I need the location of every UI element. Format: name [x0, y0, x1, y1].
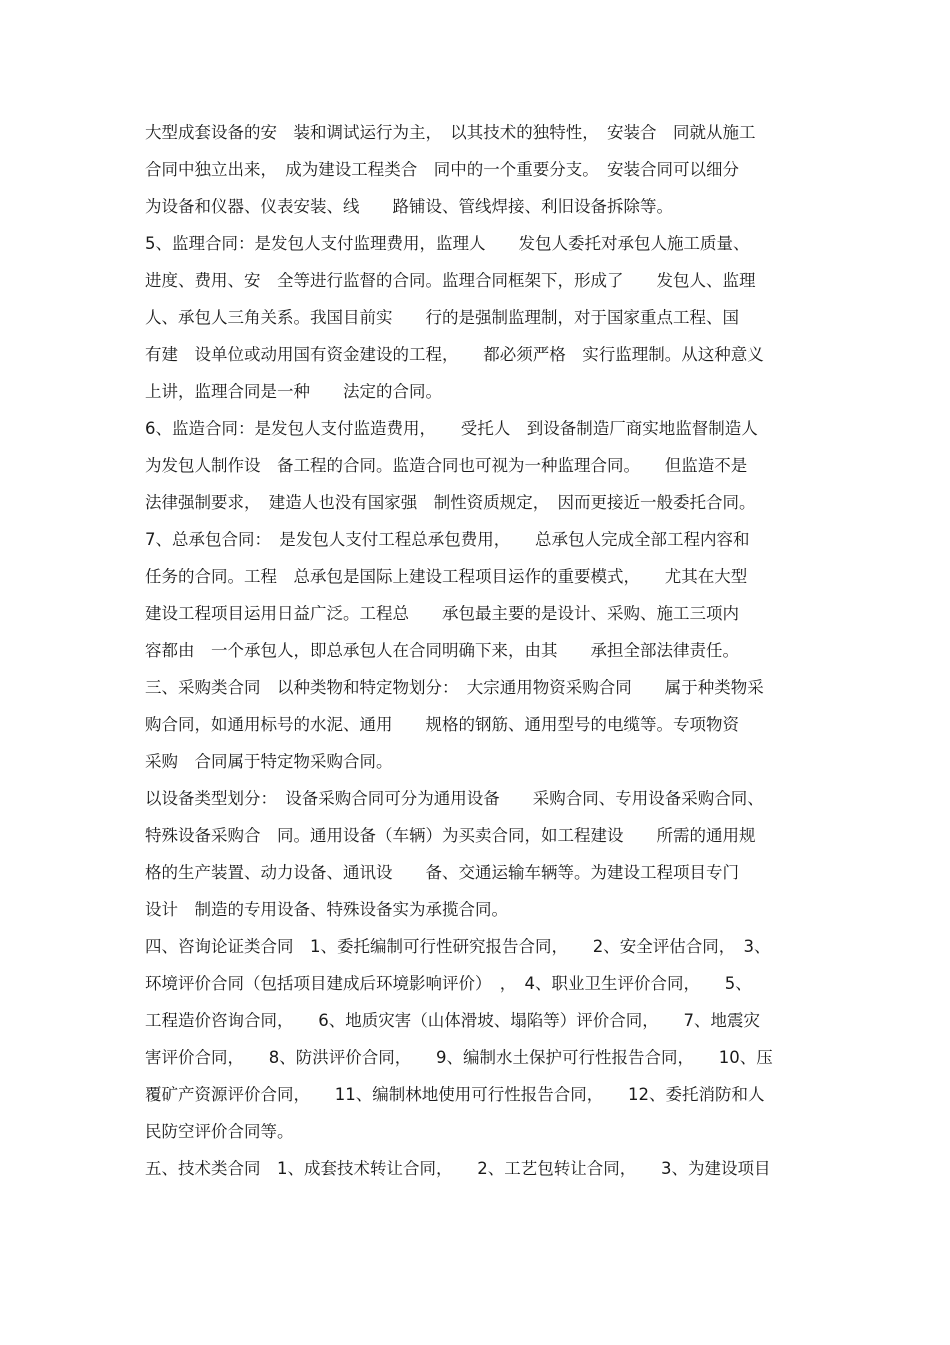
text-line: 法律强制要求， 建造人也没有国家强 制性资质规定， 因而更接近一般委托合同。	[145, 493, 756, 512]
text-line: 容都由 一个承包人，即总承包人在合同明确下来，由其 承担全部法律责任。	[145, 641, 739, 660]
text-line: 购合同，如通用标号的水泥、通用 规格的钢筋、通用型号的电缆等。专项物资	[145, 715, 739, 734]
text-line: 害评价合同， 8、防洪评价合同， 9、编制水土保护可行性报告合同， 10、压	[145, 1048, 773, 1067]
text-line: 民防空评价合同等。	[145, 1122, 294, 1141]
text-line: 工程造价咨询合同， 6、地质灾害（山体滑坡、塌陷等）评价合同， 7、地震灾	[145, 1011, 760, 1030]
text-line: 人、承包人三角关系。我国目前实 行的是强制监理制，对于国家重点工程、国	[145, 308, 739, 327]
text-line: 环境评价合同（包括项目建成后环境影响评价） ， 4、职业卫生评价合同， 5、	[145, 974, 752, 993]
text-line: 5、监理合同：是发包人支付监理费用，监理人 发包人委托对承包人施工质量、	[145, 234, 750, 253]
text-line: 四、咨询论证类合同 1、委托编制可行性研究报告合同， 2、安全评估合同， 3、	[145, 937, 771, 956]
text-line: 采购 合同属于特定物采购合同。	[145, 752, 393, 771]
text-line: 三、采购类合同 以种类物和特定物划分： 大宗通用物资采购合同 属于种类物采	[145, 678, 764, 697]
text-line: 合同中独立出来， 成为建设工程类合 同中的一个重要分支。 安装合同可以细分	[145, 160, 739, 179]
text-line: 以设备类型划分： 设备采购合同可分为通用设备 采购合同、专用设备采购合同、	[145, 789, 764, 808]
text-line: 任务的合同。工程 总承包是国际上建设工程项目运作的重要模式， 尤其在大型	[145, 567, 748, 586]
text-line: 为设备和仪器、仪表安装、线 路铺设、管线焊接、利旧设备拆除等。	[145, 197, 673, 216]
text-line: 大型成套设备的安 装和调试运行为主， 以其技术的独特性， 安装合 同就从施工	[145, 123, 756, 142]
text-line: 上讲，监理合同是一种 法定的合同。	[145, 382, 442, 401]
text-line: 五、技术类合同 1、成套技术转让合同， 2、工艺包转让合同， 3、为建设项目	[145, 1159, 771, 1178]
text-line: 为发包人制作设 备工程的合同。监造合同也可视为一种监理合同。 但监造不是	[145, 456, 748, 475]
text-line: 建设工程项目运用日益广泛。工程总 承包最主要的是设计、采购、施工三项内	[145, 604, 739, 623]
text-line: 6、监造合同：是发包人支付监造费用， 受托人 到设备制造厂商实地监督制造人	[145, 419, 758, 438]
text-line: 设计 制造的专用设备、特殊设备实为承揽合同。	[145, 900, 508, 919]
text-line: 格的生产装置、动力设备、通讯设 备、交通运输车辆等。为建设工程项目专门	[145, 863, 739, 882]
text-line: 覆矿产资源评价合同， 11、编制林地使用可行性报告合同， 12、委托消防和人	[145, 1085, 765, 1104]
text-line: 有建 设单位或动用国有资金建设的工程， 都必须严格 实行监理制。从这种意义	[145, 345, 764, 364]
text-line: 进度、费用、安 全等进行监督的合同。监理合同框架下，形成了 发包人、监理	[145, 271, 756, 290]
text-line: 特殊设备采购合 同。通用设备（车辆）为买卖合同，如工程建设 所需的通用规	[145, 826, 756, 845]
text-line: 7、总承包合同： 是发包人支付工程总承包费用， 总承包人完成全部工程内容和	[145, 530, 750, 549]
